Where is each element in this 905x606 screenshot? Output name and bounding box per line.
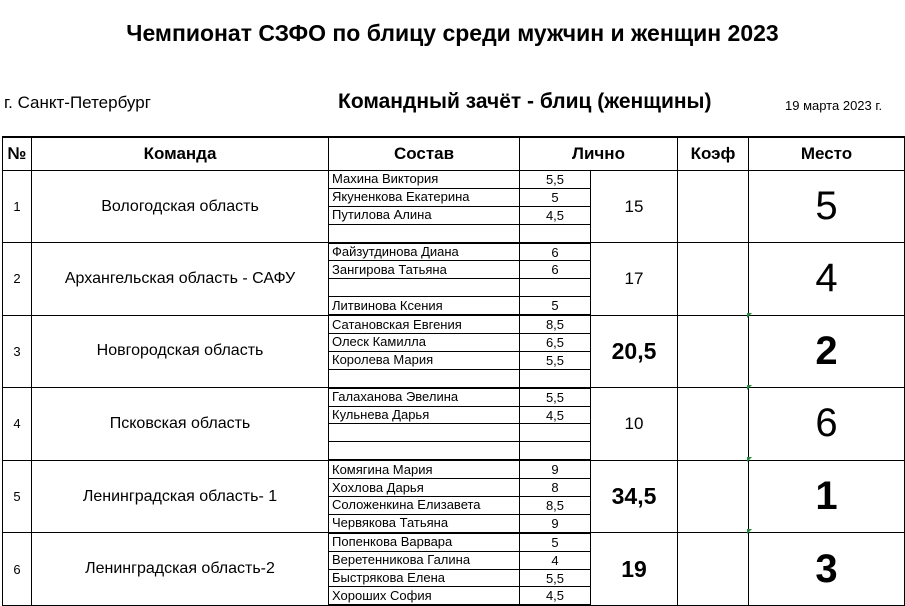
cell-note-marker <box>747 313 752 318</box>
team-coef <box>678 388 749 461</box>
member-name: Литвинова Ксения <box>329 297 520 315</box>
header-no: № <box>3 137 32 171</box>
member-name: Соложенкина Елизавета <box>329 497 520 515</box>
member-name: Хохлова Дарья <box>329 479 520 497</box>
header-personal: Лично <box>520 137 678 171</box>
member-score: 5,5 <box>520 171 591 189</box>
event-date: 19 марта 2023 г. <box>785 98 883 113</box>
member-name: Попенкова Варвара <box>329 533 520 551</box>
member-name: Зангирова Татьяна <box>329 261 520 279</box>
member-name: Файзутдинова Диана <box>329 243 520 261</box>
cell-note-marker <box>747 457 752 462</box>
team-name: Ленинградская область- 1 <box>32 460 329 533</box>
team-number: 5 <box>3 460 32 533</box>
header-place: Место <box>749 137 905 171</box>
member-name: Хороших София <box>329 587 520 605</box>
member-score: 6 <box>520 243 591 261</box>
member-name: Веретенникова Галина <box>329 551 520 569</box>
team-total: 34,5 <box>591 460 678 533</box>
member-score <box>520 424 591 442</box>
member-score <box>520 224 591 242</box>
header-team: Команда <box>32 137 329 171</box>
member-score: 8 <box>520 479 591 497</box>
team-total: 15 <box>591 171 678 243</box>
member-score: 9 <box>520 460 591 478</box>
team-name: Новгородская область <box>32 315 329 388</box>
header-roster: Состав <box>329 137 520 171</box>
member-score <box>520 369 591 387</box>
cell-note-marker <box>747 529 752 534</box>
member-score <box>520 279 591 297</box>
team-number: 3 <box>3 315 32 388</box>
member-name: Сатановская Евгения <box>329 315 520 333</box>
member-name: Олеск Камилла <box>329 334 520 352</box>
table-row <box>3 171 905 189</box>
team-coef <box>678 243 749 316</box>
member-score <box>520 442 591 460</box>
member-name: Путилова Алина <box>329 206 520 224</box>
team-coef <box>678 460 749 533</box>
table-subtitle: Командный зачёт - блиц (женщины) <box>338 90 712 113</box>
member-score: 5,5 <box>520 388 591 406</box>
table-header-row <box>3 137 905 171</box>
team-place: 6 <box>749 388 905 461</box>
team-place: 3 <box>749 533 905 606</box>
team-number: 4 <box>3 388 32 461</box>
team-place: 2 <box>749 315 905 388</box>
member-score: 6 <box>520 261 591 279</box>
team-name: Архангельская область - САФУ <box>32 243 329 316</box>
member-score: 4 <box>520 551 591 569</box>
member-name: Быстрякова Елена <box>329 569 520 587</box>
member-name: Королева Мария <box>329 351 520 369</box>
member-score: 4,5 <box>520 587 591 605</box>
team-place: 1 <box>749 460 905 533</box>
member-name: Комягина Мария <box>329 460 520 478</box>
team-total: 19 <box>591 533 678 606</box>
member-score: 9 <box>520 514 591 532</box>
team-number: 1 <box>3 171 32 243</box>
team-total: 10 <box>591 388 678 461</box>
member-name <box>329 279 520 297</box>
member-name: Галаханова Эвелина <box>329 388 520 406</box>
member-score: 5,5 <box>520 569 591 587</box>
table-row <box>3 388 905 406</box>
team-coef <box>678 171 749 243</box>
member-name <box>329 424 520 442</box>
member-name: Махина Виктория <box>329 171 520 189</box>
table-row <box>3 315 905 333</box>
member-name: Кульнева Дарья <box>329 406 520 424</box>
member-score: 5 <box>520 188 591 206</box>
member-name <box>329 369 520 387</box>
page-title: Чемпионат СЗФО по блицу среди мужчин и женщин 2023 <box>126 20 779 46</box>
team-total: 20,5 <box>591 315 678 388</box>
member-name: Якуненкова Екатерина <box>329 188 520 206</box>
team-place: 5 <box>749 171 905 243</box>
header-coef: Коэф <box>678 137 749 171</box>
city-label: г. Санкт-Петербург <box>4 93 151 112</box>
team-coef <box>678 533 749 606</box>
team-name: Псковская область <box>32 388 329 461</box>
member-score: 6,5 <box>520 334 591 352</box>
team-place: 4 <box>749 243 905 316</box>
table-row <box>3 243 905 261</box>
member-score: 5,5 <box>520 351 591 369</box>
table-row <box>3 533 905 551</box>
standings-table <box>2 136 905 606</box>
member-score: 4,5 <box>520 406 591 424</box>
cell-note-marker <box>747 385 752 390</box>
team-name: Ленинградская область-2 <box>32 533 329 606</box>
team-number: 6 <box>3 533 32 606</box>
member-name: Червякова Татьяна <box>329 514 520 532</box>
team-total: 17 <box>591 243 678 316</box>
member-score: 5 <box>520 533 591 551</box>
member-score: 8,5 <box>520 497 591 515</box>
team-number: 2 <box>3 243 32 316</box>
member-score: 8,5 <box>520 315 591 333</box>
table-row <box>3 460 905 478</box>
team-coef <box>678 315 749 388</box>
member-score: 5 <box>520 297 591 315</box>
team-name: Вологодская область <box>32 171 329 243</box>
member-name <box>329 224 520 242</box>
member-score: 4,5 <box>520 206 591 224</box>
member-name <box>329 442 520 460</box>
